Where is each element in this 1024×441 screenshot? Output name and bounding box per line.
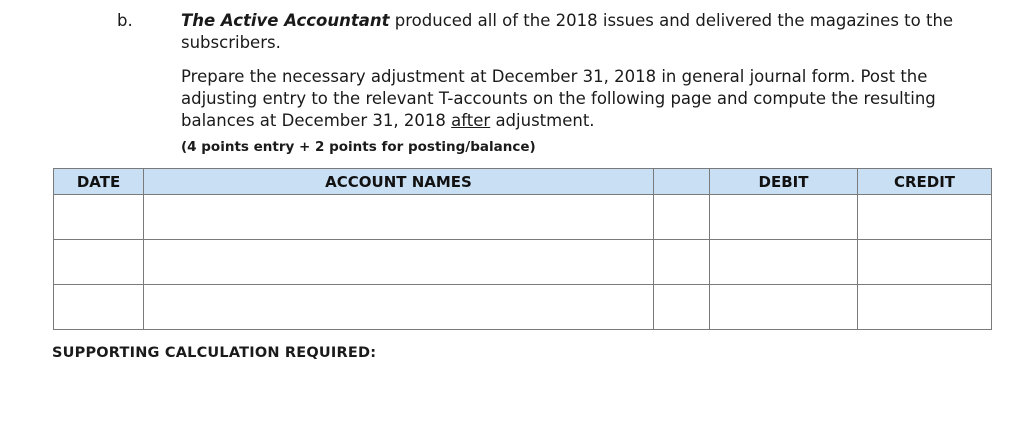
general-journal-table <box>53 168 992 330</box>
table-header-row <box>54 169 992 195</box>
ref-cell[interactable] <box>654 195 710 240</box>
points-note: (4 points entry + 2 points for posting/balance) <box>181 139 536 155</box>
problem-description-text: produced all of the 2018 issues and delivered the magazines to the subscribers. <box>181 11 954 52</box>
debit-cell[interactable] <box>710 195 858 240</box>
journal-row <box>54 240 992 285</box>
debit-cell[interactable] <box>710 285 858 330</box>
instructions-underlined: after <box>451 111 491 130</box>
account-cell[interactable] <box>144 240 654 285</box>
credit-cell[interactable] <box>858 195 992 240</box>
date-cell[interactable] <box>54 285 144 330</box>
ref-column-header <box>654 169 710 195</box>
journal-row <box>54 195 992 240</box>
date-cell[interactable] <box>54 240 144 285</box>
credit-cell[interactable] <box>858 285 992 330</box>
ref-cell[interactable] <box>654 240 710 285</box>
account-cell[interactable] <box>144 195 654 240</box>
instructions <box>181 66 1007 132</box>
instructions-text-end: adjustment. <box>490 111 595 130</box>
credit-cell[interactable] <box>858 240 992 285</box>
journal-row <box>54 285 992 330</box>
ref-cell[interactable] <box>654 285 710 330</box>
supporting-calculation-label: SUPPORTING CALCULATION REQUIRED: <box>52 345 377 361</box>
problem-description <box>181 10 1007 54</box>
instructions-text: Prepare the necessary adjustment at December 31, 2018 in general journal form. Post the adjusting entry to the relevant T-accounts on the following page and compute the resulting balances at December 31, 2018 <box>181 67 936 130</box>
company-name: The Active Accountant <box>181 11 390 30</box>
item-marker: b. <box>117 11 133 30</box>
debit-cell[interactable] <box>710 240 858 285</box>
account-cell[interactable] <box>144 285 654 330</box>
account-names-column-header: ACCOUNT NAMES <box>144 169 654 195</box>
debit-column-header: DEBIT <box>710 169 858 195</box>
date-column-header: DATE <box>54 169 144 195</box>
credit-column-header: CREDIT <box>858 169 992 195</box>
date-cell[interactable] <box>54 195 144 240</box>
